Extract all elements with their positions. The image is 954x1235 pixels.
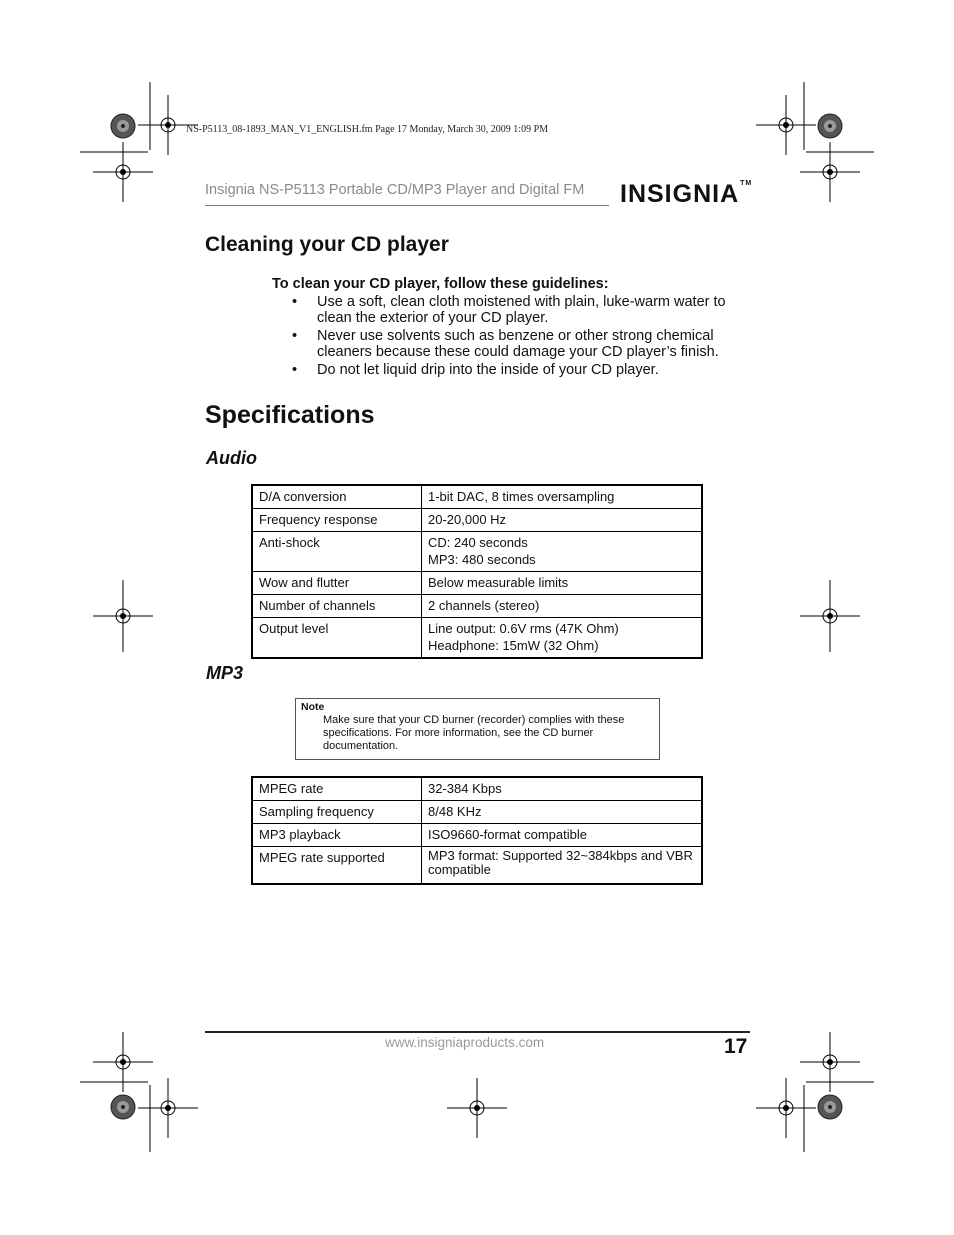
spec-value-line: MP3 format: Supported 32~384kbps and VBR compatible: [428, 848, 693, 877]
spec-value-line: MP3: 480 seconds: [428, 552, 536, 567]
bullet-glyph: •: [292, 294, 298, 310]
spec-value: [422, 777, 703, 801]
list-item: [292, 294, 762, 326]
table-row: [252, 595, 702, 618]
mp3-heading: MP3: [206, 663, 244, 683]
page-number: 17: [724, 1035, 748, 1058]
spec-value-line: CD: 240 seconds: [428, 535, 528, 550]
bullet-text: Do not let liquid drip into the inside of your CD player.: [317, 362, 659, 378]
bullet-text: Never use solvents such as benzene or other strong chemical cleaners because these could damage your CD player’s finish.: [317, 328, 719, 360]
bullet-text: Use a soft, clean cloth moistened with plain, luke-warm water to clean the exterior of your CD player.: [317, 294, 726, 326]
spec-label: Anti-shock: [252, 532, 422, 572]
table-row: [252, 777, 702, 801]
cleaning-intro: To clean your CD player, follow these guidelines:: [272, 276, 609, 292]
insignia-logo: [620, 180, 752, 209]
table-row: [252, 532, 702, 572]
spec-value-line: 2 channels (stereo): [428, 598, 540, 613]
list-item: [292, 328, 762, 360]
table-row: [252, 618, 702, 659]
spec-value: [422, 509, 703, 532]
logo-trademark: TM: [740, 180, 753, 187]
header-rule: [205, 205, 609, 206]
spec-value: [422, 847, 703, 885]
cleaning-bullet-list: [292, 294, 762, 380]
spec-value: [422, 572, 703, 595]
spec-value-line: Line output: 0.6V rms (47K Ohm): [428, 621, 619, 636]
spec-label: D/A conversion: [252, 485, 422, 509]
spec-value: [422, 595, 703, 618]
spec-label: Frequency response: [252, 509, 422, 532]
table-row: [252, 801, 702, 824]
bullet-glyph: •: [292, 328, 298, 344]
spec-label: Output level: [252, 618, 422, 659]
spec-value: [422, 485, 703, 509]
cleaning-heading: Cleaning your CD player: [205, 233, 449, 256]
mp3-spec-table: [251, 776, 703, 885]
spec-value: [422, 532, 703, 572]
note-title: Note: [301, 701, 325, 713]
spec-value-line: ISO9660-format compatible: [428, 827, 587, 842]
running-header: Insignia NS-P5113 Portable CD/MP3 Player and Digital FM: [205, 182, 585, 198]
spec-value-line: 1-bit DAC, 8 times oversampling: [428, 489, 615, 504]
list-item: [292, 362, 762, 378]
logo-text: INSIGNIA: [620, 180, 740, 208]
spec-value-line: 32-384 Kbps: [428, 781, 502, 796]
spec-value: [422, 824, 703, 847]
print-info-line: NS-P5113_08-1893_MAN_V1_ENGLISH.fm Page 17 Monday, March 30, 2009 1:09 PM: [186, 124, 549, 135]
spec-label: MP3 playback: [252, 824, 422, 847]
spec-value: [422, 801, 703, 824]
table-row: [252, 485, 702, 509]
audio-heading: Audio: [206, 448, 257, 468]
spec-label: MPEG rate: [252, 777, 422, 801]
spec-label: Wow and flutter: [252, 572, 422, 595]
spec-value: [422, 618, 703, 659]
footer-url: www.insigniaproducts.com: [385, 1035, 545, 1050]
table-row: [252, 509, 702, 532]
footer-rule: [205, 1031, 750, 1033]
spec-value-line: Below measurable limits: [428, 575, 569, 590]
note-text: Make sure that your CD burner (recorder) complies with these specifications. For more information, see the CD burner documentation.: [323, 714, 625, 752]
spec-label: MPEG rate supported: [252, 847, 422, 885]
spec-value-line: Headphone: 15mW (32 Ohm): [428, 638, 599, 653]
spec-label: Sampling frequency: [252, 801, 422, 824]
spec-value-line: 8/48 KHz: [428, 804, 482, 819]
specifications-heading: Specifications: [205, 401, 375, 429]
table-row: [252, 847, 702, 885]
table-row: [252, 824, 702, 847]
spec-value-line: 20-20,000 Hz: [428, 512, 507, 527]
note-box-right-edge: [659, 698, 660, 760]
bullet-glyph: •: [292, 362, 298, 378]
spec-label: Number of channels: [252, 595, 422, 618]
audio-spec-table: [251, 484, 703, 659]
table-row: [252, 572, 702, 595]
